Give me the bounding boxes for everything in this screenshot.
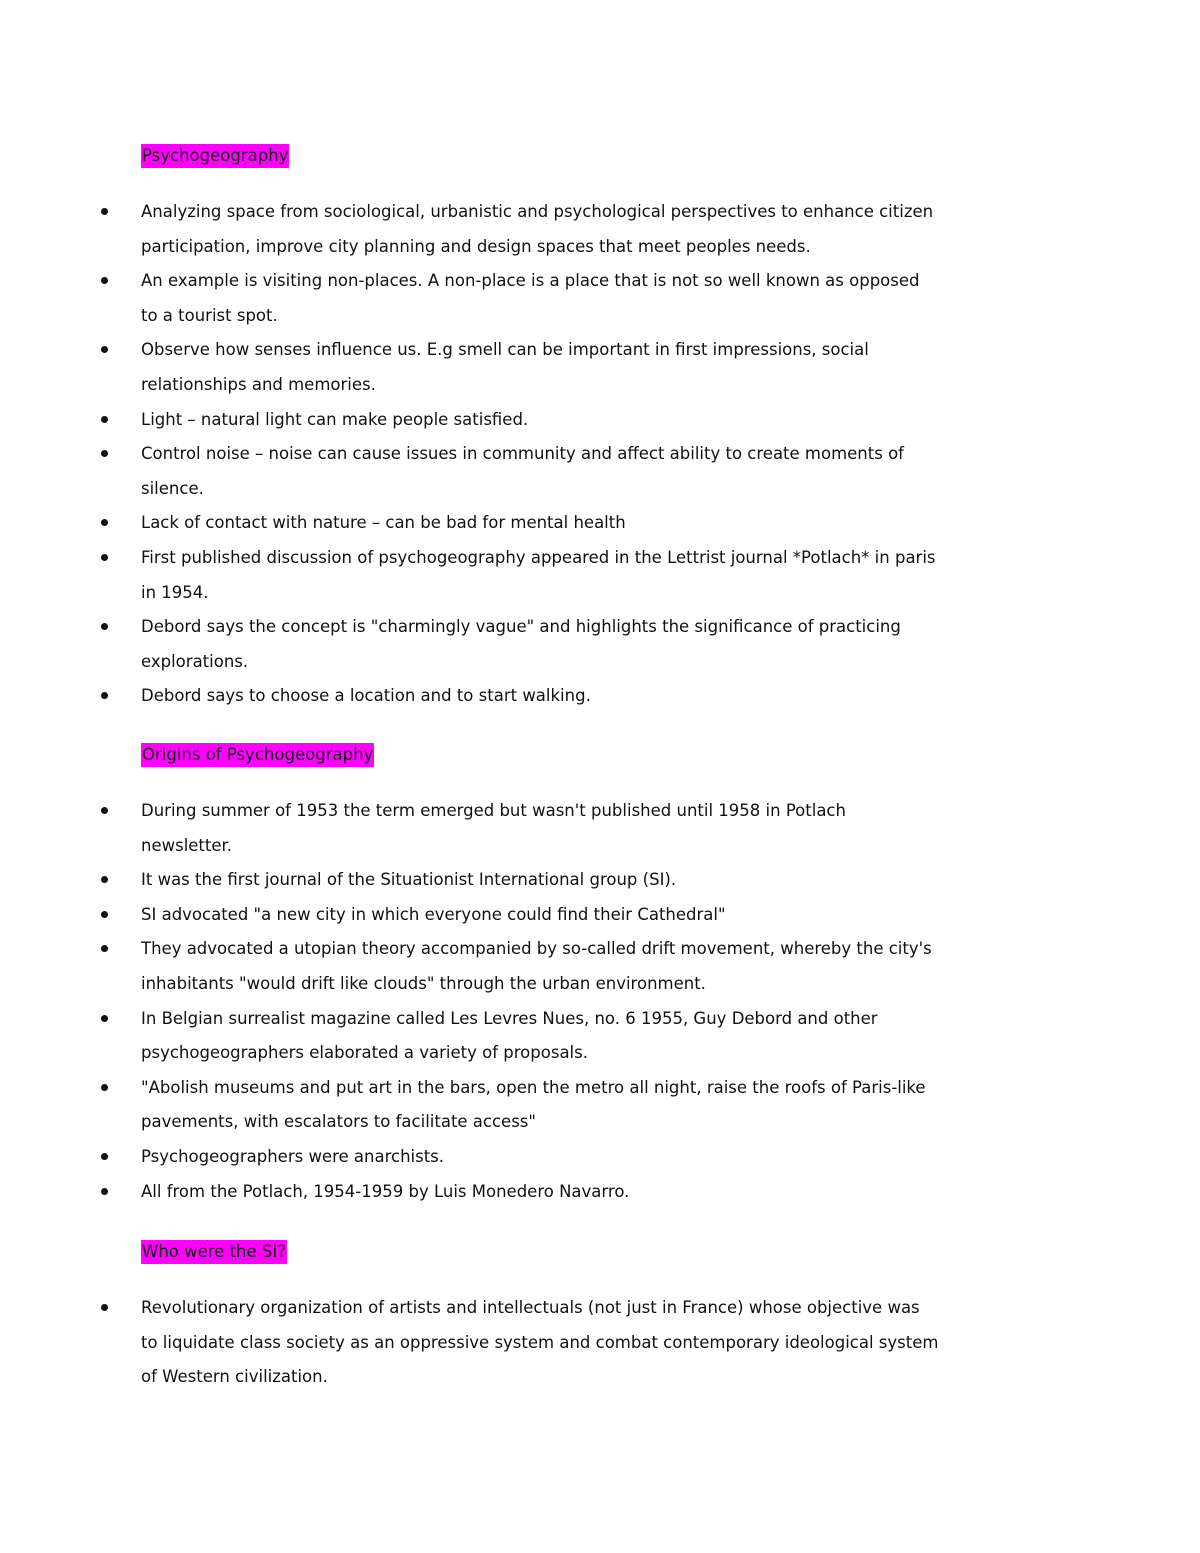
list-item: Control noise – noise can cause issues in community and affect ability to create moments of silence.	[0, 437, 941, 506]
bullet-icon	[101, 277, 108, 284]
list-item: In Belgian surrealist magazine called Les Levres Nues, no. 6 1955, Guy Debord and other psychogeographers elaborated a variety of proposals.	[0, 1002, 941, 1071]
bullet-icon	[101, 692, 108, 699]
list-item: SI advocated "a new city in which everyone could find their Cathedral"	[0, 898, 941, 933]
bullet-list-psychogeography	[0, 195, 940, 714]
list-item: They advocated a utopian theory accompanied by so-called drift movement, whereby the city's inhabitants "would drift like clouds" through the urban environment.	[0, 932, 941, 1001]
list-item: Observe how senses influence us. E.g smell can be important in first impressions, social relationships and memories.	[0, 333, 941, 402]
list-item: "Abolish museums and put art in the bars, open the metro all night, raise the roofs of Paris-like pavements, with escalators to facilitate access"	[0, 1071, 941, 1140]
list-item: Analyzing space from sociological, urbanistic and psychological perspectives to enhance citizen participation, improve city planning and design spaces that meet peoples needs.	[0, 195, 941, 264]
bullet-icon	[101, 1153, 108, 1160]
list-item: It was the first journal of the Situationist International group (SI).	[0, 863, 941, 898]
bullet-icon	[101, 1015, 108, 1022]
bullet-icon	[101, 1188, 108, 1195]
section-heading-who-were-the-si: Who were the SI?	[141, 1240, 287, 1264]
section-heading-psychogeography: Psychogeography	[141, 144, 289, 168]
bullet-list-origins	[0, 794, 940, 1209]
list-item: All from the Potlach, 1954-1959 by Luis Monedero Navarro.	[0, 1175, 941, 1210]
list-item: An example is visiting non-places. A non-place is a place that is not so well known as opposed to a tourist spot.	[0, 264, 941, 333]
bullet-icon	[101, 911, 108, 918]
bullet-icon	[101, 554, 108, 561]
bullet-icon	[101, 450, 108, 457]
list-item: Debord says to choose a location and to start walking.	[0, 679, 941, 714]
list-item: First published discussion of psychogeography appeared in the Lettrist journal *Potlach* in paris in 1954.	[0, 541, 941, 610]
section-heading-origins: Origins of Psychogeography	[141, 743, 374, 767]
bullet-icon	[101, 623, 108, 630]
list-item: Debord says the concept is "charmingly vague" and highlights the significance of practicing explorations.	[0, 610, 941, 679]
bullet-icon	[101, 1304, 108, 1311]
bullet-icon	[101, 346, 108, 353]
bullet-icon	[101, 519, 108, 526]
bullet-icon	[101, 1084, 108, 1091]
list-item: Light – natural light can make people satisfied.	[0, 403, 941, 438]
list-item: Lack of contact with nature – can be bad for mental health	[0, 506, 941, 541]
bullet-icon	[101, 208, 108, 215]
bullet-list-who-were-the-si	[0, 1291, 940, 1395]
bullet-icon	[101, 876, 108, 883]
bullet-icon	[101, 945, 108, 952]
list-item: Psychogeographers were anarchists.	[0, 1140, 941, 1175]
list-item: Revolutionary organization of artists and intellectuals (not just in France) whose objective was to liquidate class society as an oppressive system and combat contemporary ideological system of Western civilization.	[0, 1291, 941, 1395]
bullet-icon	[101, 807, 108, 814]
bullet-icon	[101, 416, 108, 423]
list-item: During summer of 1953 the term emerged but wasn't published until 1958 in Potlach newsletter.	[0, 794, 941, 863]
